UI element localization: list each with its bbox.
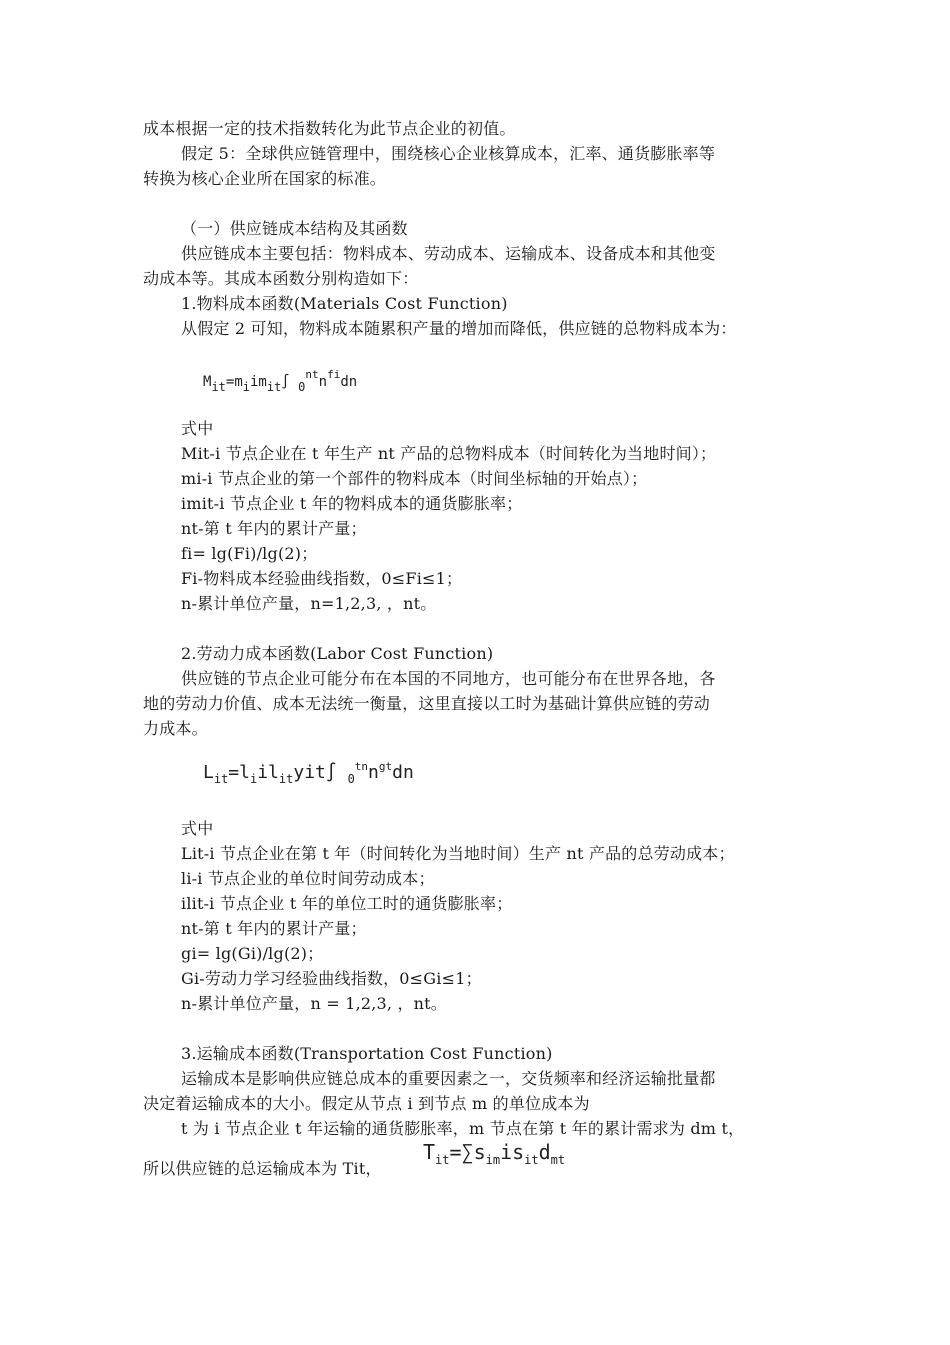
- where-label: 式中: [181, 819, 214, 838]
- definition-line: nt-第 t 年内的累计产量；: [181, 919, 367, 938]
- definition-line: ilit-i 节点企业 t 年的单位工时的通货膨胀率；: [181, 894, 513, 913]
- definition-line: n-累计单位产量，n = 1,2,3, ，nt。: [181, 994, 448, 1013]
- paragraph-line: 地的劳动力价值、成本无法统一衡量，这里直接以工时为基础计算供应链的劳动: [143, 694, 711, 713]
- definition-line: Lit-i 节点企业在第 t 年（时间转化为当地时间）生产 nt 产品的总劳动成本；: [181, 844, 735, 863]
- paragraph-line: 供应链成本主要包括：物料成本、劳动成本、运输成本、设备成本和其他变: [181, 244, 716, 263]
- subsection-heading: 2.劳动力成本函数(Labor Cost Function): [181, 644, 494, 663]
- definition-line: mi-i 节点企业的第一个部件的物料成本（时间坐标轴的开始点）；: [181, 469, 648, 488]
- definition-line: Mit-i 节点企业在 t 年生产 nt 产品的总物料成本（时间转化为当地时间）；: [181, 444, 717, 463]
- definition-line: nt-第 t 年内的累计产量；: [181, 519, 367, 538]
- paragraph-line: 成本根据一定的技术指数转化为此节点企业的初值。: [143, 119, 516, 138]
- paragraph-line: 所以供应链的总运输成本为 Tit，: [143, 1159, 382, 1178]
- paragraph-line: t 为 i 节点企业 t 年运输的通货膨胀率，m 节点在第 t 年的累计需求为 dm t，: [181, 1119, 745, 1138]
- paragraph-line: 转换为核心企业所在国家的标准。: [143, 169, 387, 188]
- paragraph-line: 动成本等。其成本函数分别构造如下：: [143, 269, 419, 288]
- paragraph-line: 决定着运输成本的大小。假定从节点 i 到节点 m 的单位成本为: [143, 1094, 590, 1113]
- paragraph-line: 运输成本是影响供应链总成本的重要因素之一，交货频率和经济运输批量都: [181, 1069, 716, 1088]
- transport-cost-formula: $T_{it}=\sum s_{im}is_{it}d_{mt}$: [423, 1140, 566, 1167]
- assumption-5: 假定 5：全球供应链管理中，围绕核心企业核算成本，汇率、通货膨胀率等: [181, 144, 716, 163]
- subsection-heading: 1.物料成本函数(Materials Cost Function): [181, 294, 508, 313]
- definition-line: Fi-物料成本经验曲线指数，0≤Fi≤1；: [181, 569, 463, 588]
- definition-line: Gi-劳动力学习经验曲线指数，0≤Gi≤1；: [181, 969, 482, 988]
- paragraph-line: 力成本。: [143, 719, 208, 738]
- definition-line: fi= lg(Fi)/lg(2)；: [181, 544, 318, 563]
- definition-line: imit-i 节点企业 t 年的物料成本的通货膨胀率；: [181, 494, 523, 513]
- where-label: 式中: [181, 419, 214, 438]
- subsection-heading: 3.运输成本函数(Transportation Cost Function): [181, 1044, 553, 1063]
- labor-cost-formula: $L_{it}=l_iil_{it}yit\int$ $_0^{tn}n^{gt}dn$: [203, 760, 414, 786]
- definition-line: gi= lg(Gi)/lg(2)；: [181, 944, 324, 963]
- material-cost-formula: $M_{it}=m_iim_{it}\int$ $_0^{nt}n^{fi}dn$: [203, 368, 358, 394]
- definition-line: n-累计单位产量，n=1,2,3, ，nt。: [181, 594, 437, 613]
- definition-line: li-i 节点企业的单位时间劳动成本；: [181, 869, 435, 888]
- paragraph-line: 从假定 2 可知，物料成本随累积产量的增加而降低，供应链的总物料成本为：: [181, 319, 737, 338]
- section-heading: （一）供应链成本结构及其函数: [181, 219, 408, 238]
- paragraph-line: 供应链的节点企业可能分布在本国的不同地方，也可能分布在世界各地，各: [181, 669, 716, 688]
